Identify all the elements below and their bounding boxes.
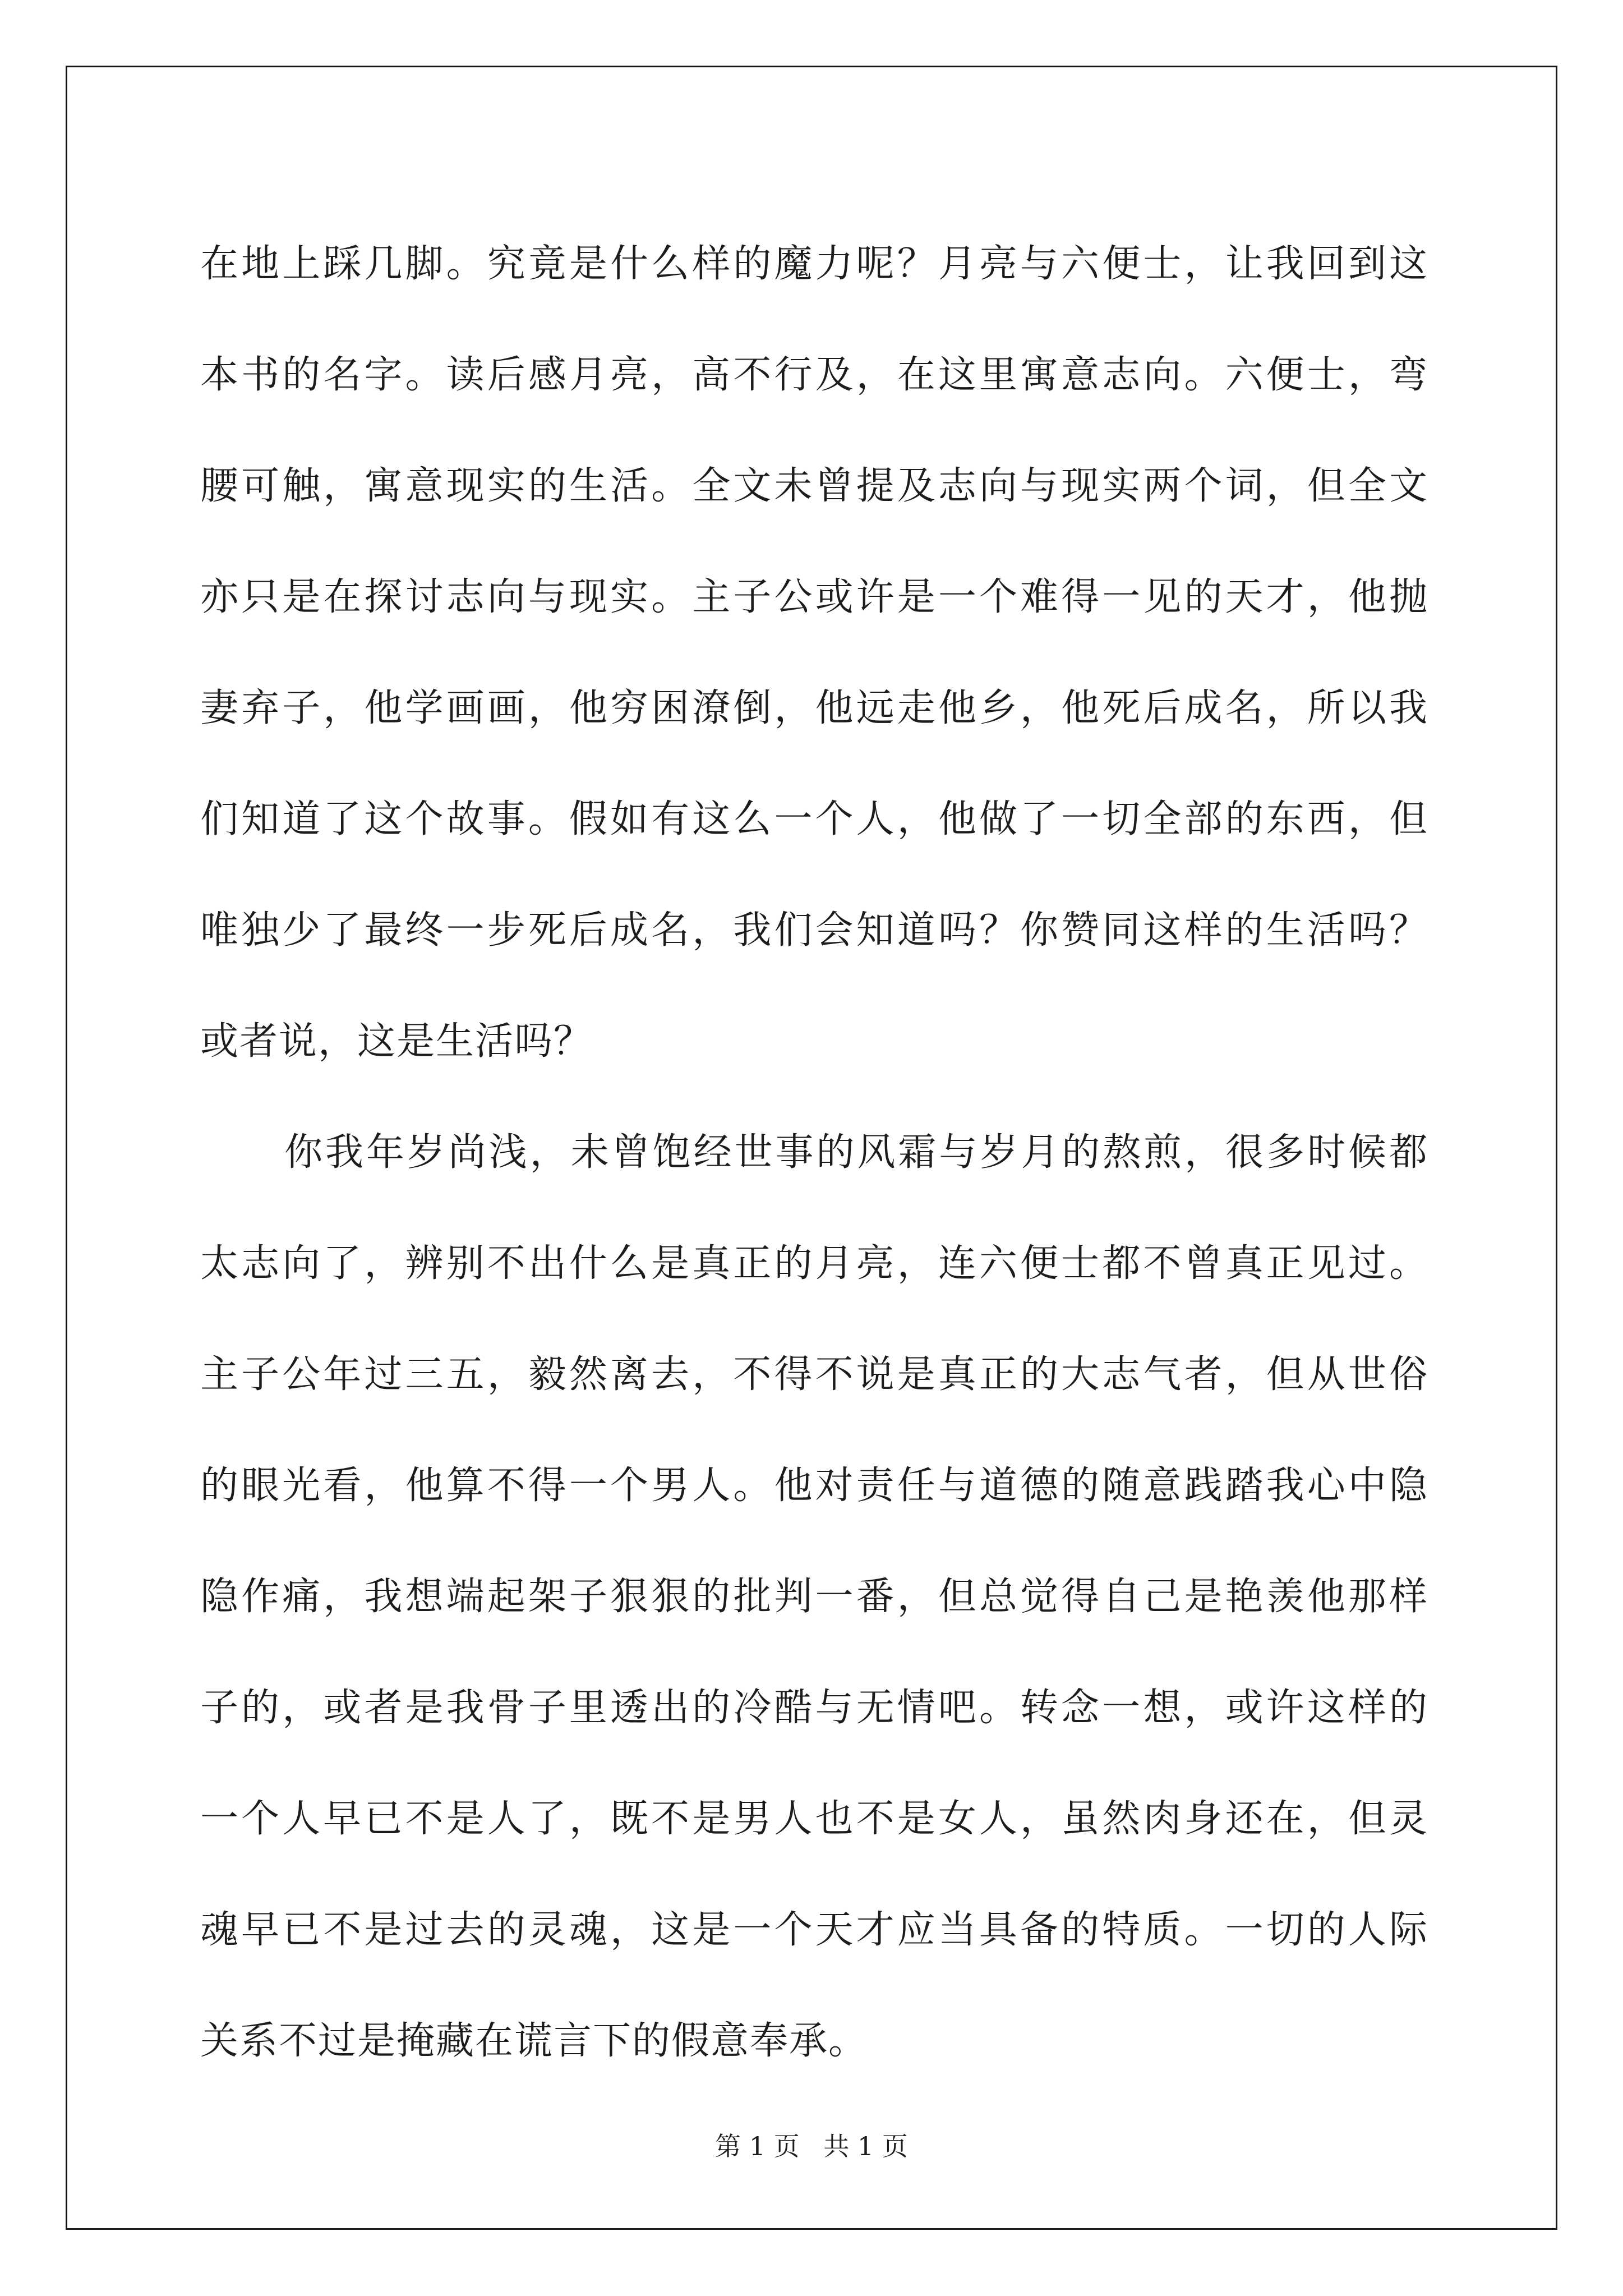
text-line: 腰可触，寓意现实的生活。全文未曾提及志向与现实两个词，但全文 xyxy=(200,464,1428,508)
text-line: 的眼光看，他算不得一个男人。他对责任与道德的随意践踏我心中隐 xyxy=(200,1464,1428,1508)
text-line: 隐作痛，我想端起架子狠狠的批判一番，但总觉得自己是艳羡他那样 xyxy=(200,1575,1428,1619)
text-line: 在地上踩几脚。究竟是什么样的魔力呢？月亮与六便士，让我回到这 xyxy=(200,242,1428,286)
text-line: 本书的名字。读后感月亮，高不行及，在这里寓意志向。六便士，弯 xyxy=(200,353,1428,397)
page-footer xyxy=(0,2126,1623,2163)
text-line: 一个人早已不是人了，既不是男人也不是女人，虽然肉身还在，但灵 xyxy=(200,1797,1428,1841)
text-line: 们知道了这个故事。假如有这么一个人，他做了一切全部的东西，但 xyxy=(200,797,1428,841)
paragraph-1 xyxy=(200,209,1428,1097)
text-line: 子的，或者是我骨子里透出的冷酷与无情吧。转念一想，或许这样的 xyxy=(200,1686,1428,1730)
text-line: 魂早已不是过去的灵魂，这是一个天才应当具备的特质。一切的人际 xyxy=(200,1908,1428,1952)
text-line: 唯独少了最终一步死后成名，我们会知道吗？你赞同这样的生活吗？ xyxy=(200,908,1428,953)
text-line: 或者说，这是生活吗？ xyxy=(200,1019,593,1064)
text-line: 妻弃子，他学画画，他穷困潦倒，他远走他乡，他死后成名，所以我 xyxy=(200,686,1428,730)
text-line: 亦只是在探讨志向与现实。主子公或许是一个难得一见的天才，他抛 xyxy=(200,575,1428,619)
document-body xyxy=(200,209,1428,2097)
text-line: 关系不过是掩藏在谎言下的假意奉承。 xyxy=(200,2019,868,2063)
page-total: 共 1 页 xyxy=(823,2131,908,2161)
page-number: 第 1 页 xyxy=(715,2131,800,2161)
paragraph-2 xyxy=(200,1097,1428,2097)
text-line: 主子公年过三五，毅然离去，不得不说是真正的大志气者，但从世俗 xyxy=(200,1352,1428,1397)
text-line: 你我年岁尚浅，未曾饱经世事的风霜与岁月的熬煎，很多时候都 xyxy=(284,1130,1428,1175)
text-line: 太志向了，辨别不出什么是真正的月亮，连六便士都不曾真正见过。 xyxy=(200,1241,1428,1286)
